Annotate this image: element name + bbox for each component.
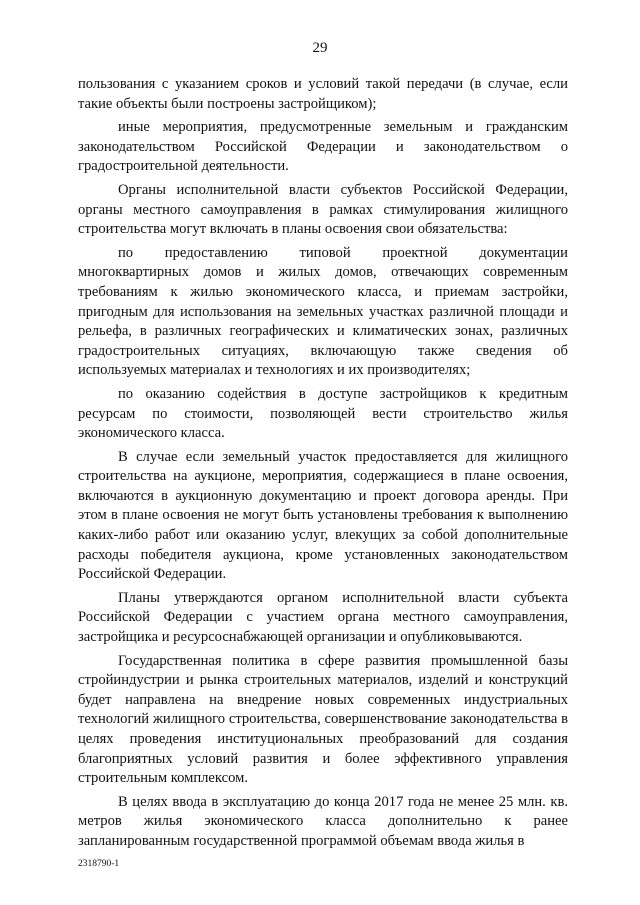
paragraph: Государственная политика в сфере развития промышленной базы стройиндустрии и рынка строительных материалов, изделий и конструкций будет направлена на внедрение новых современных индустриальных технологий жилищного строительства, совершенствование законодательства в целях проведения институциональных преобразований для создания благоприятных условий развития и более эффективного управления строительным комплексом. [78, 652, 568, 787]
document-body [78, 75, 568, 852]
paragraph: В случае если земельный участок предоставляется для жилищного строительства на аукционе, мероприятия, содержащиеся в плане освоения, включаются в аукционную документацию и проект договора аренды. При этом в плане освоения не могут быть установлены требования к выполнению каких-либо работ или оказанию услуг, влекущих за собой дополнительные расходы победителя аукциона, кроме установленных законодательством Российской Федерации. [78, 448, 568, 583]
paragraph: В целях ввода в эксплуатацию до конца 2017 года не менее 25 млн. кв. метров жилья экономического класса дополнительно к ранее запланированным государственной программой объемам ввода жилья в [78, 793, 568, 849]
paragraph: по предоставлению типовой проектной документации многоквартирных домов и жилых домов, отвечающих современным требованиям к жилью экономического класса, и приемам застройки, пригодным для использования на земельных участках различной площади и рельефа, в различных географических и климатических зонах, различных градостроительных ситуациях, включающую также сведения об используемых материалах и технологиях и их производителях; [78, 244, 568, 379]
paragraph: Органы исполнительной власти субъектов Российской Федерации, органы местного самоуправления в рамках стимулирования жилищного строительства могут включать в планы освоения свои обязательства: [78, 181, 568, 238]
paragraph: Планы утверждаются органом исполнительной власти субъекта Российской Федерации с участием органа местного самоуправления, застройщика и ресурсоснабжающей организации и опубликовываются. [78, 589, 568, 646]
document-id: 2318790-1 [78, 859, 120, 869]
page-number: 29 [312, 40, 328, 56]
paragraph: иные мероприятия, предусмотренные земельным и гражданским законодательством Российской Федерации и законодательством о градостроительной деятельности. [78, 119, 568, 175]
paragraph: по оказанию содействия в доступе застройщиков к кредитным ресурсам по стоимости, позволяющей вести строительство жилья экономического класса. [78, 385, 568, 442]
paragraph: пользования с указанием сроков и условий такой передачи (в случае, если такие объекты были построены застройщиком); [78, 76, 568, 112]
